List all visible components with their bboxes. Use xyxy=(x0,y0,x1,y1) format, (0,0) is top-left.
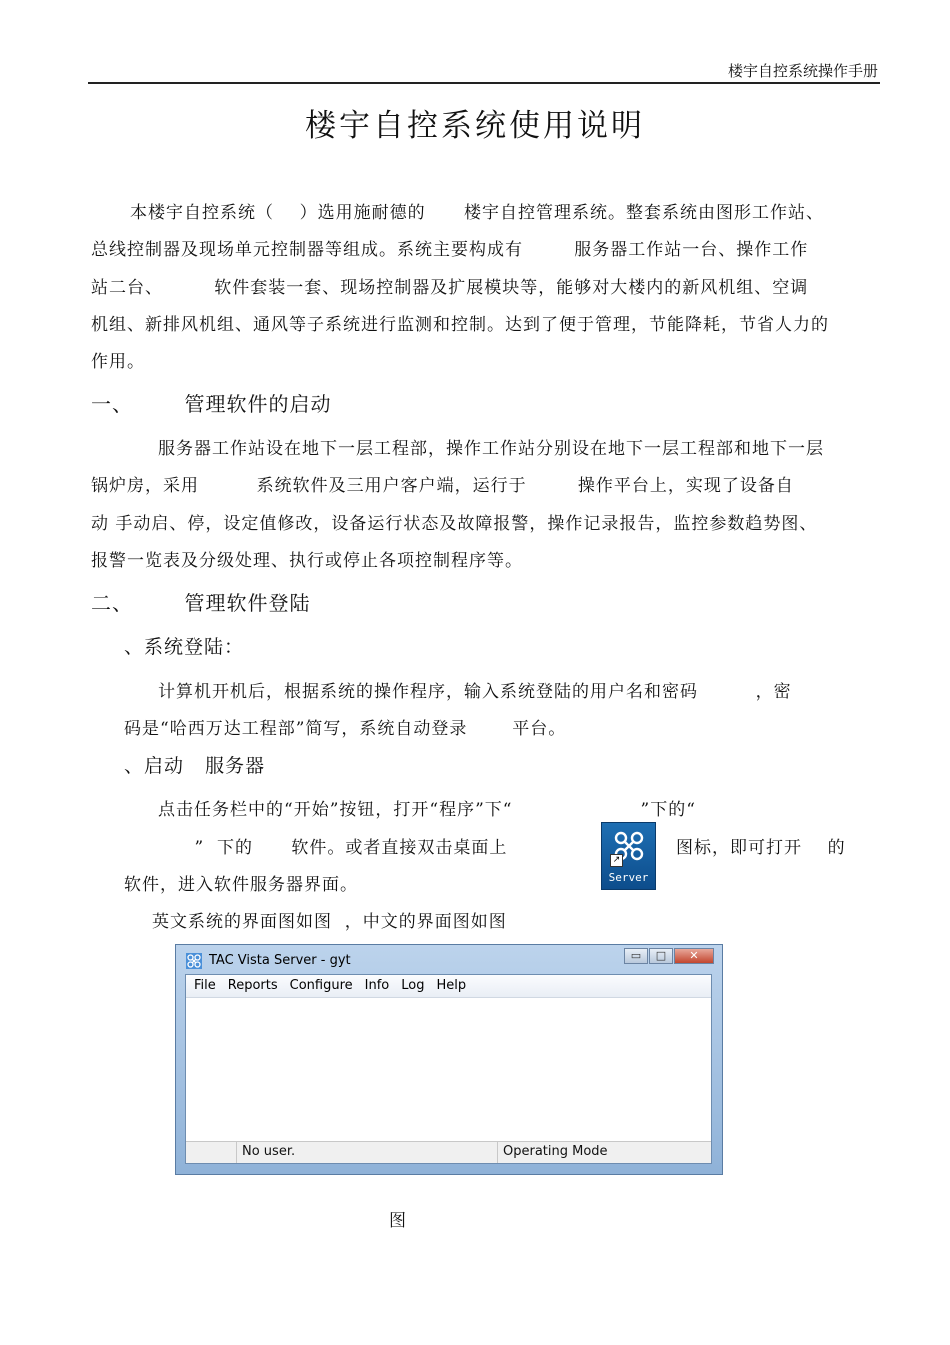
intro-line-5: 作用。 xyxy=(91,352,145,372)
menu-bar xyxy=(186,975,711,998)
status-user: No user. xyxy=(236,1142,500,1163)
intro-line-3: 站二台、 软件套装一套、现场控制器及扩展模块等，能够对大楼内的新风机组、空调 xyxy=(91,278,809,298)
section1-line-1: 服务器工作站设在地下一层工程部，操作工作站分别设在地下一层工程部和地下一层 xyxy=(158,439,824,459)
tac-app-icon xyxy=(186,953,202,969)
start-line-2: ” 下的 软件。或者直接双击桌面上 xyxy=(124,838,508,858)
section1-line-3: 动 手动启、停，设定值修改，设备运行状态及故障报警，操作记录报告，监控参数趋势图、 xyxy=(91,514,818,534)
figure-caption: 图 xyxy=(389,1211,407,1231)
page-header xyxy=(88,58,880,84)
start-line-1: 点击任务栏中的“开始”按钮，打开“程序”下“ ”下的“ xyxy=(158,800,696,820)
status-bar xyxy=(186,1141,711,1163)
shortcut-arrow-icon: ↗ xyxy=(610,854,623,867)
section1-heading: 一、 管理软件的启动 xyxy=(91,392,332,416)
window-controls xyxy=(623,948,714,966)
close-button[interactable]: ✕ xyxy=(674,948,714,964)
status-mode: Operating Mode xyxy=(497,1142,711,1163)
start-line-4: 英文系统的界面图如图 ，中文的界面图如图 xyxy=(152,912,507,932)
minimize-button[interactable]: ▭ xyxy=(624,948,648,964)
server-desktop-icon[interactable] xyxy=(601,822,656,890)
window-titlebar[interactable] xyxy=(176,945,722,975)
menu-help[interactable]: Help xyxy=(436,978,467,993)
menu-log[interactable]: Log xyxy=(401,978,425,993)
menu-file[interactable]: File xyxy=(194,978,216,993)
window-title: TAC Vista Server - gyt xyxy=(209,953,351,968)
section1-line-2: 锅炉房，采用 系统软件及三用户客户端，运行于 操作平台上，实现了设备自 xyxy=(91,476,794,496)
start-line-3: 软件，进入软件服务器界面。 xyxy=(124,875,358,895)
intro-line-2: 总线控制器及现场单元控制器等组成。系统主要构成有 服务器工作站一台、操作工作 xyxy=(91,240,809,260)
tac-vista-server-window xyxy=(175,944,723,1175)
section2-heading: 二、 管理软件登陆 xyxy=(91,591,311,615)
section1-line-4: 报警一览表及分级处理、执行或停止各项控制程序等。 xyxy=(91,551,523,571)
subsection-start-heading: 、启动 服务器 xyxy=(124,755,266,777)
server-icon-label: Server xyxy=(608,871,649,884)
maximize-button[interactable]: □ xyxy=(649,948,673,964)
page-title: 楼宇自控系统使用说明 xyxy=(305,108,645,144)
intro-line-1: 本楼宇自控系统（ ）选用施耐德的 楼宇自控管理系统。整套系统由图形工作站、 xyxy=(130,203,825,223)
subsection-login-heading: 、系统登陆： xyxy=(124,636,245,658)
start-line-2b: 图标，即可打开 的 xyxy=(676,838,846,858)
intro-line-4: 机组、新排风机组、通风等子系统进行监测和控制。达到了便于管理，节能降耗，节省人力的 xyxy=(91,315,829,335)
header-text: 楼宇自控系统操作手册 xyxy=(727,62,878,80)
login-line-1: 计算机开机后，根据系统的操作程序，输入系统登陆的用户名和密码 ，密 xyxy=(158,682,792,702)
menu-configure[interactable]: Configure xyxy=(289,978,353,993)
menu-info[interactable]: Info xyxy=(364,978,390,993)
login-line-2: 码是“哈西万达工程部”简写，系统自动登录 平台。 xyxy=(124,719,567,739)
menu-reports[interactable]: Reports xyxy=(227,978,278,993)
window-client-area xyxy=(185,974,712,1164)
